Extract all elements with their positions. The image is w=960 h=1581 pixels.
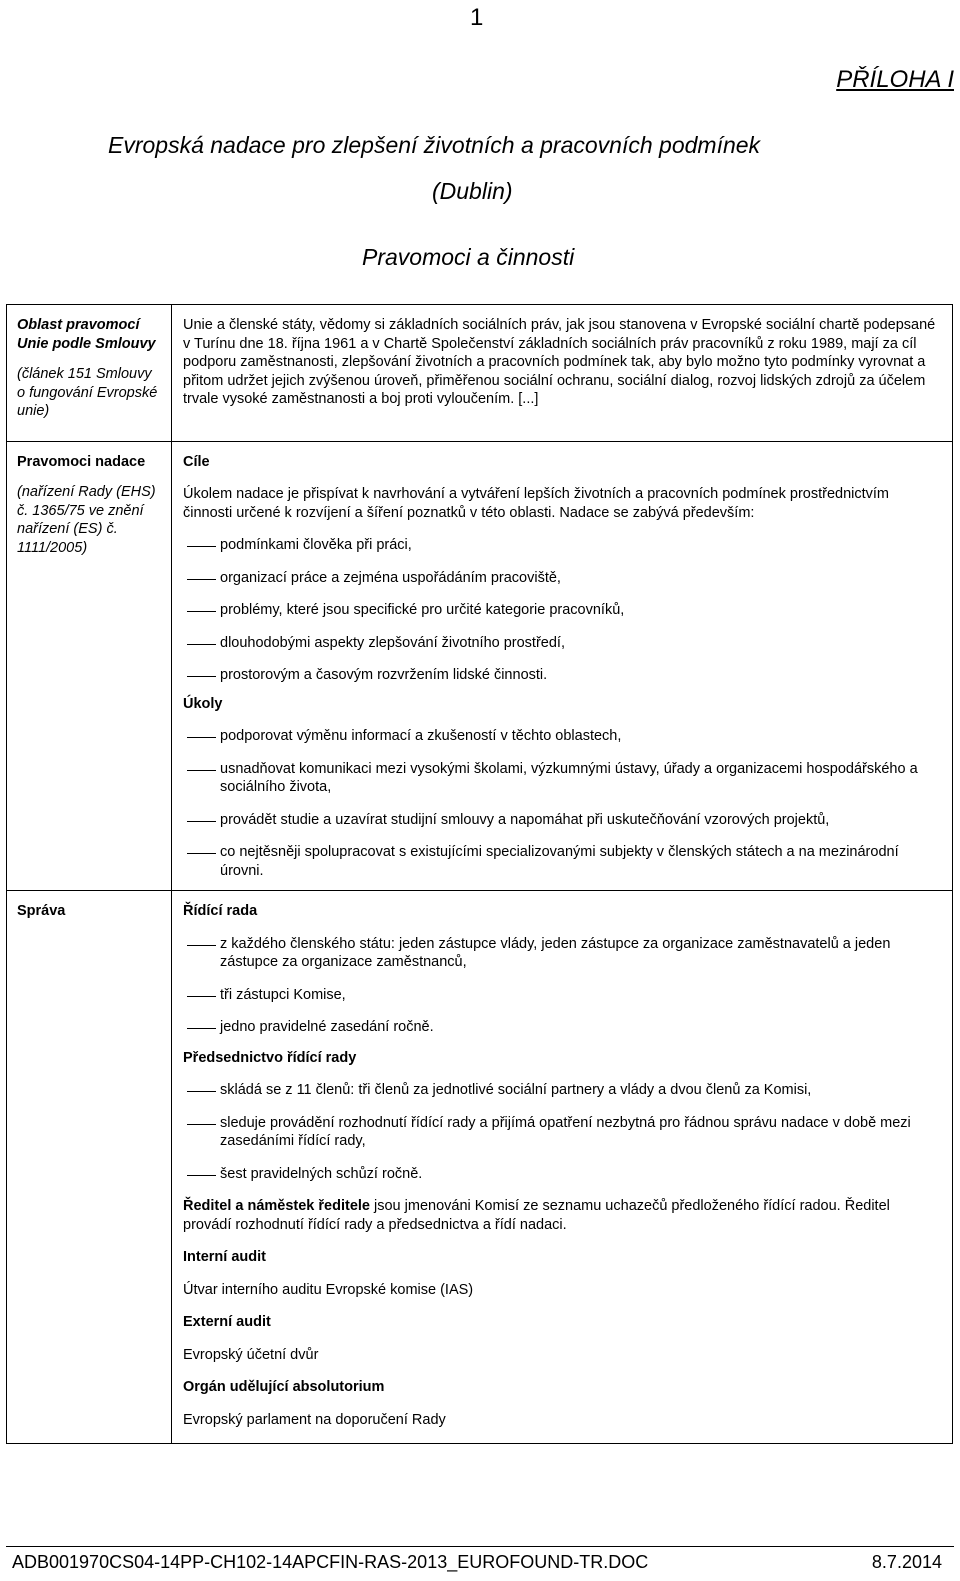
row-label-bold: Pravomoci nadace [17, 453, 146, 470]
row-label-bold: Oblast pravomocí Unie podle Smlouvy [17, 317, 156, 352]
list-item: organizací práce a zejména uspořádáním pracoviště, [183, 569, 942, 588]
dash-bullet [183, 843, 220, 880]
dash-bullet [183, 811, 220, 830]
list-item: podmínkami člověka při práci, [183, 536, 942, 555]
list-item: provádět studie a uzavírat studijní smlouvy a napomáhat při uskutečňování vzorových projektů, [183, 811, 942, 830]
row-label-cell [7, 305, 172, 442]
row-label-cell [7, 441, 172, 891]
list-item: prostorovým a časovým rozvržením lidské činnosti. [183, 666, 942, 685]
bureau-heading: Předsednictvo řídící rady [183, 1049, 357, 1066]
list-item: podporovat výměnu informací a zkušeností v těchto oblastech, [183, 727, 942, 746]
row-content-cell [172, 441, 953, 891]
row-content-cell [172, 891, 953, 1444]
goals-heading: Cíle [183, 453, 210, 470]
row-label-italic: (nařízení Rady (EHS) č. 1365/75 ve znění nařízení (ES) č. 1111/2005) [17, 484, 156, 556]
dash-bullet [183, 935, 220, 972]
table-row [7, 891, 953, 1444]
list-item: dlouhodobými aspekty zlepšování životního prostředí, [183, 634, 942, 653]
list-item: skládá se z 11 členů: tři členů za jednotlivé sociální partnery a vlády a dvou členů za Komisi, [183, 1081, 942, 1100]
dash-bullet [183, 727, 220, 746]
list-item: problémy, které jsou specifické pro určité kategorie pracovníků, [183, 601, 942, 620]
list-item: co nejtěsněji spolupracovat s existujícími specializovanými subjekty v členských státech a na mezinárodní úrovni. [183, 843, 942, 880]
dash-bullet [183, 1081, 220, 1100]
list-item: šest pravidelných schůzí ročně. [183, 1165, 942, 1184]
annex-label: PŘÍLOHA I [836, 66, 954, 93]
director-paragraph [183, 1197, 942, 1234]
treaty-text: Unie a členské státy, vědomy si základních sociálních práv, jak jsou stanovena v Evropské sociální chartě podepsané v Turínu dne 18. října 1961 a v Chartě Společenství základních sociálních práv pracovníků z roku 1989, mají za cíl podporu zaměstnanosti, zlepšování životních a pracovních podmínek tak, aby bylo možno tyto podmínky vyrovnat a přitom udržet jejich zvýšenou úroveň, přiměřenou sociální ochranu, sociální dialog, rozvoj lidských zdrojů za účelem trvale vysoké zaměstnanosti a boj proti vyloučením. [...] [183, 317, 936, 407]
row-label-bold: Správa [17, 903, 66, 919]
external-audit-text: Evropský účetní dvůr [183, 1346, 319, 1363]
section-heading: Pravomoci a činnosti [362, 244, 575, 270]
table-row [7, 441, 953, 891]
tasks-heading: Úkoly [183, 695, 223, 712]
dash-bullet [183, 666, 220, 685]
director-label: Ředitel a náměstek ředitele [183, 1198, 370, 1214]
goals-intro: Úkolem nadace je přispívat k navrhování a vytváření lepších životních a pracovních podmínek prostřednictvím činnosti určené k rozvíjení a šíření poznatků v této oblasti. Nadace se zabývá především: [183, 486, 890, 521]
dash-bullet [183, 1114, 220, 1151]
dash-bullet [183, 1018, 220, 1037]
discharge-heading: Orgán udělující absolutorium [183, 1379, 385, 1395]
row-label-cell [7, 891, 172, 1444]
list-item: sleduje provádění rozhodnutí řídící rady a přijímá opatření nezbytná pro řádnou správu nadace v době mezi zasedáními řídící rady, [183, 1114, 942, 1151]
director-text: jsou jmenováni Komisí ze seznamu uchazečů předloženého řídící radou. Ředitel provádí rozhodnutí řídící rady a předsednictva a řídí nadaci. [183, 1198, 890, 1233]
page-number: 1 [470, 4, 484, 31]
footer-document-code: ADB001970CS04-14PP-CH102-14APCFIN-RAS-2013_EUROFOUND-TR.DOC [12, 1552, 649, 1572]
dash-bullet [183, 634, 220, 653]
external-audit-heading: Externí audit [183, 1314, 271, 1330]
powers-table [6, 304, 953, 1444]
dash-bullet [183, 536, 220, 555]
internal-audit-heading: Interní audit [183, 1249, 266, 1265]
board-heading: Řídící rada [183, 903, 258, 919]
table-row [7, 305, 953, 442]
footer-divider [6, 1546, 954, 1547]
list-item: tři zástupci Komise, [183, 986, 942, 1005]
row-content-cell [172, 305, 953, 442]
document-subtitle: (Dublin) [432, 178, 513, 204]
document-title: Evropská nadace pro zlepšení životních a pracovních podmínek [108, 132, 761, 158]
list-item: usnadňovat komunikaci mezi vysokými školami, výzkumnými ústavy, úřady a organizacemi hospodářského a sociálního života, [183, 760, 942, 797]
discharge-text: Evropský parlament na doporučení Rady [183, 1411, 446, 1428]
dash-bullet [183, 569, 220, 588]
list-item: z každého členského státu: jeden zástupce vlády, jeden zástupce za organizace zaměstnavatelů a jeden zástupce za organizace zaměstnanců, [183, 935, 942, 972]
internal-audit-text: Útvar interního auditu Evropské komise (IAS) [183, 1281, 474, 1298]
dash-bullet [183, 1165, 220, 1184]
dash-bullet [183, 986, 220, 1005]
list-item: jedno pravidelné zasedání ročně. [183, 1018, 942, 1037]
footer-date: 8.7.2014 [871, 1552, 942, 1572]
dash-bullet [183, 601, 220, 620]
dash-bullet [183, 760, 220, 797]
row-label-italic: (článek 151 Smlouvy o fungování Evropské unie) [17, 366, 158, 419]
